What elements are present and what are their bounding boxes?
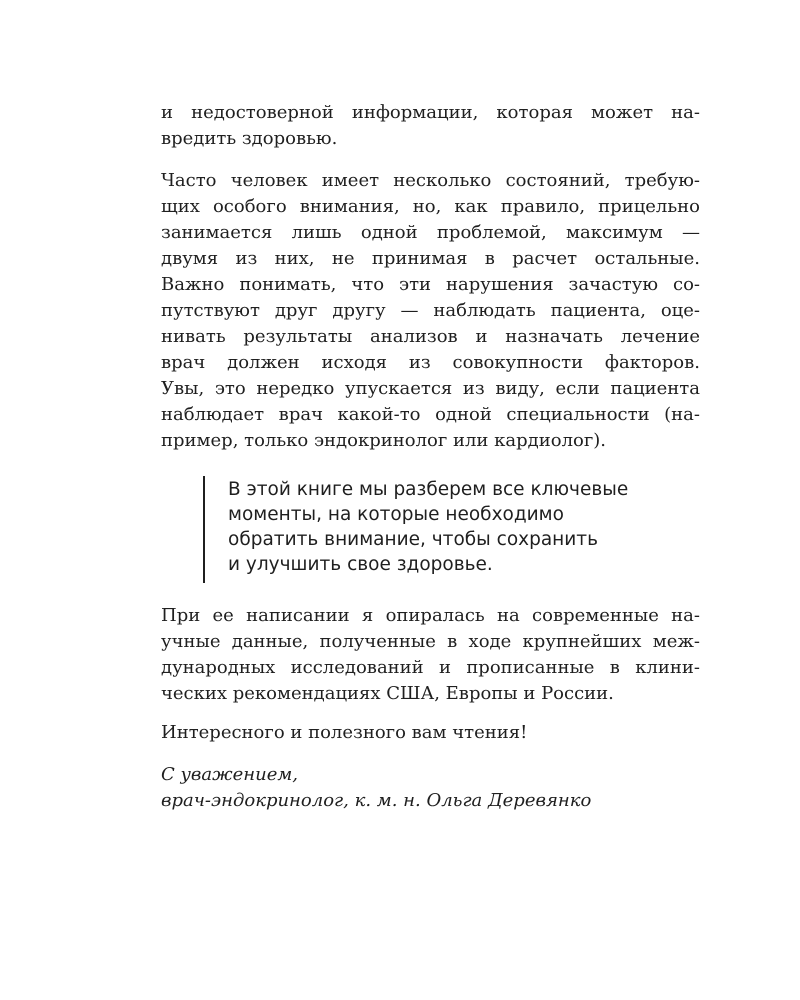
quote-line: моменты, на которые необходимо — [228, 504, 564, 525]
text-line: и недостоверной информации, которая может на- — [161, 102, 700, 123]
text-line: наблюдает врач какой-то одной специальности (на- — [161, 404, 700, 425]
text-line: путствуют друг другу — наблюдать пациента, оце- — [161, 300, 700, 321]
quote-bar — [203, 476, 205, 583]
quote-line: обратить внимание, чтобы сохранить — [228, 529, 598, 550]
text-line: дународных исследований и прописанные в клини- — [161, 657, 700, 678]
text-line: ческих рекомендациях США, Европы и России. — [161, 683, 614, 704]
paragraph-4: Интересного и полезного вам чтения! — [161, 722, 528, 743]
text-line: щих особого внимания, но, как правило, прицельно — [161, 196, 700, 217]
quote-line: и улучшить свое здоровье. — [228, 554, 493, 575]
text-line: Увы, это нередко упускается из виду, если пациента — [161, 378, 700, 399]
text-line: пример, только эндокринолог или кардиолог). — [161, 430, 607, 451]
text-line: Часто человек имеет несколько состояний, требую- — [161, 170, 700, 191]
signature-author: врач-эндокринолог, к. м. н. Ольга Деревянко — [161, 790, 592, 811]
text-line: Важно понимать, что эти нарушения зачастую со- — [161, 274, 700, 295]
text-line: нивать результаты анализов и назначать лечение — [161, 326, 700, 347]
text-line: врач должен исходя из совокупности факторов. — [161, 352, 700, 373]
text-line: учные данные, полученные в ходе крупнейших меж- — [161, 631, 700, 652]
text-line: двумя из них, не принимая в расчет остальные. — [161, 248, 700, 269]
text-line: При ее написании я опиралась на современные на- — [161, 605, 700, 626]
signature-greeting: С уважением, — [161, 764, 299, 785]
text-line: занимается лишь одной проблемой, максимум — — [161, 222, 700, 243]
quote-line: В этой книге мы разберем все ключевые — [228, 479, 629, 500]
text-line: вредить здоровью. — [161, 128, 338, 149]
